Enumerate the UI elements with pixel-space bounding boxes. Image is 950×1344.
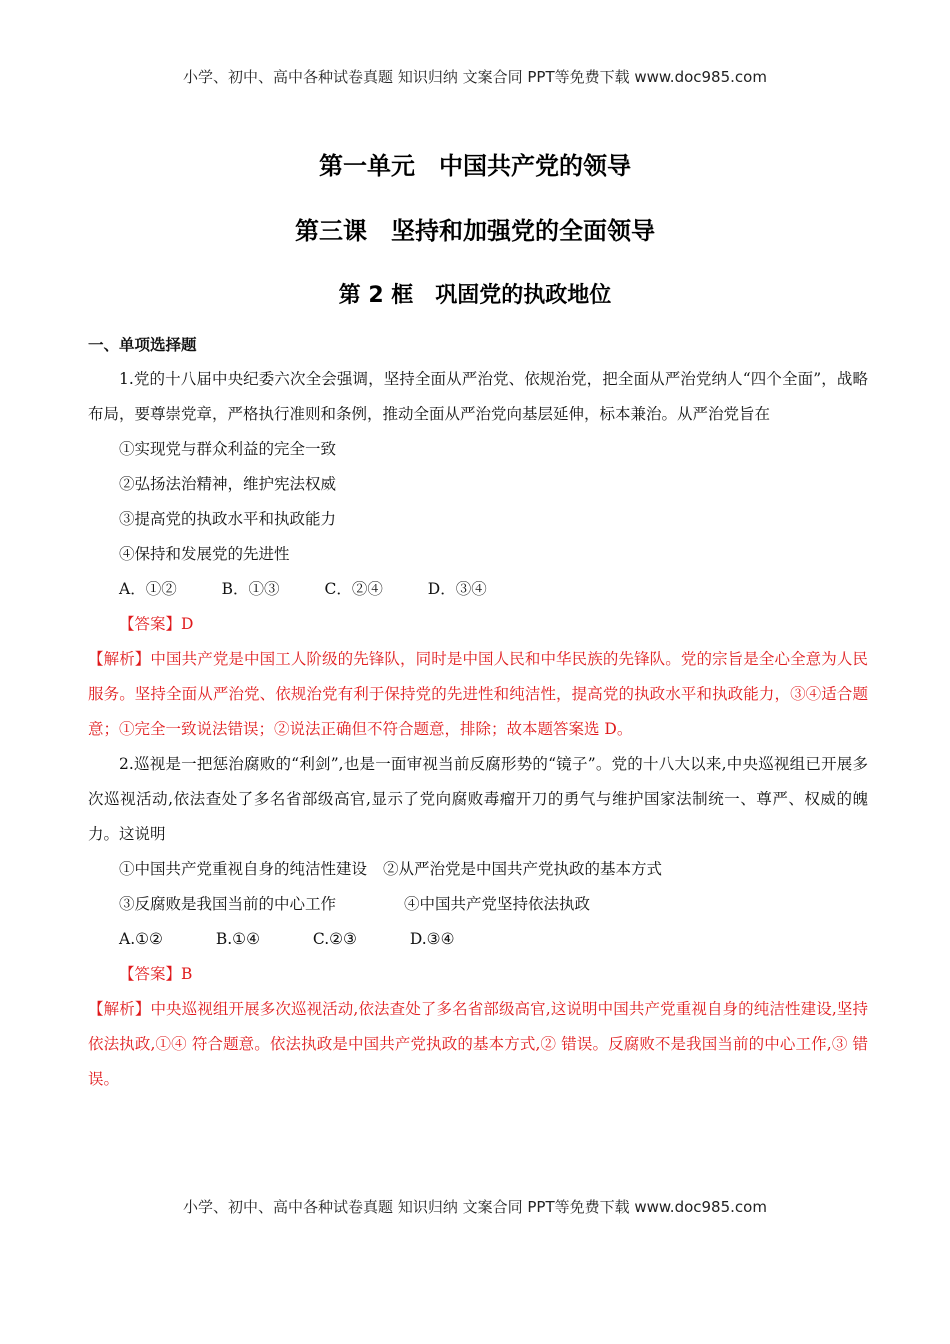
q2-item: ④中国共产党坚持依法执政 — [404, 895, 591, 913]
q1-choice-a: A．①② — [119, 580, 177, 598]
q1-item: ②弘扬法治精神，维护宪法权威 — [119, 475, 337, 493]
q1-item: ④保持和发展党的先进性 — [119, 545, 290, 563]
q2-item: ②从严治党是中国共产党执政的基本方式 — [383, 860, 663, 878]
q1-item: ①实现党与群众利益的完全一致 — [119, 440, 337, 458]
q2-choice-a: A.①② — [119, 930, 163, 948]
q1-choice-b: B．①③ — [221, 580, 280, 598]
section-heading: 一、单项选择题 — [88, 336, 197, 354]
lesson-title: 第三课 坚持和加强党的全面领导 — [295, 217, 655, 245]
q2-explanation: 【解析】中央巡视组开展多次巡视活动,依法查处了多名省部级高官,这说明中国共产党重视自身的纯洁性建设,坚持依法执政,①④ 符合题意。依法执政是中国共产党执政的基本方式,② 错误。反腐败不是我国当前的中心工作,③ 错误。 — [88, 1000, 868, 1088]
q1-stem: 1.党的十八届中央纪委六次全会强调，坚持全面从严治党、依规治党，把全面从严治党纳人“四个全面”，战略布局，要尊崇党章，严格执行准则和条例，推动全面从严治党向基层延伸，标本兼治。从严治党旨在 — [88, 370, 868, 423]
q2-choice-c: C.②③ — [312, 930, 357, 948]
q1-choices — [88, 572, 868, 607]
q1-choice-c: C．②④ — [324, 580, 383, 598]
q1-choice-d: D．③④ — [427, 580, 487, 598]
q2-item: ③反腐败是我国当前的中心工作 — [119, 895, 337, 913]
q2-choice-d: D.③④ — [409, 930, 455, 948]
frame-title: 第 2 框 巩固党的执政地位 — [338, 283, 612, 308]
unit-title: 第一单元 中国共产党的领导 — [319, 152, 631, 180]
q1-answer: 【答案】D — [119, 615, 194, 633]
q2-answer: 【答案】B — [119, 965, 193, 983]
q1-explanation: 【解析】中国共产党是中国工人阶级的先锋队，同时是中国人民和中华民族的先锋队。党的宗旨是全心全意为人民服务。坚持全面从严治党、依规治党有利于保持党的先进性和纯洁性，提高党的执政水平和执政能力，③④适合题意；①完全一致说法错误；②说法正确但不符合题意，排除；故本题答案选 D。 — [88, 650, 868, 738]
page-header: 小学、初中、高中各种试卷真题 知识归纳 文案合同 PPT等免费下载 www.doc985.com — [183, 68, 767, 86]
q1-item: ③提高党的执政水平和执政能力 — [119, 510, 337, 528]
q2-items-row — [88, 852, 868, 887]
page-footer: 小学、初中、高中各种试卷真题 知识归纳 文案合同 PPT等免费下载 www.doc985.com — [183, 1198, 767, 1216]
q2-choices — [88, 922, 868, 957]
q2-choice-b: B.①④ — [215, 930, 260, 948]
question-body — [88, 362, 868, 1097]
q2-item: ①中国共产党重视自身的纯洁性建设 — [119, 860, 368, 878]
q2-stem: 2.巡视是一把惩治腐败的“利剑”,也是一面审视当前反腐形势的“镜子”。党的十八大以来,中央巡视组已开展多次巡视活动,依法查处了多名省部级高官,显示了党向腐败毒瘤开刀的勇气与维护国家法制统一、尊严、权威的魄力。这说明 — [88, 755, 868, 843]
q2-items-row — [88, 887, 868, 922]
